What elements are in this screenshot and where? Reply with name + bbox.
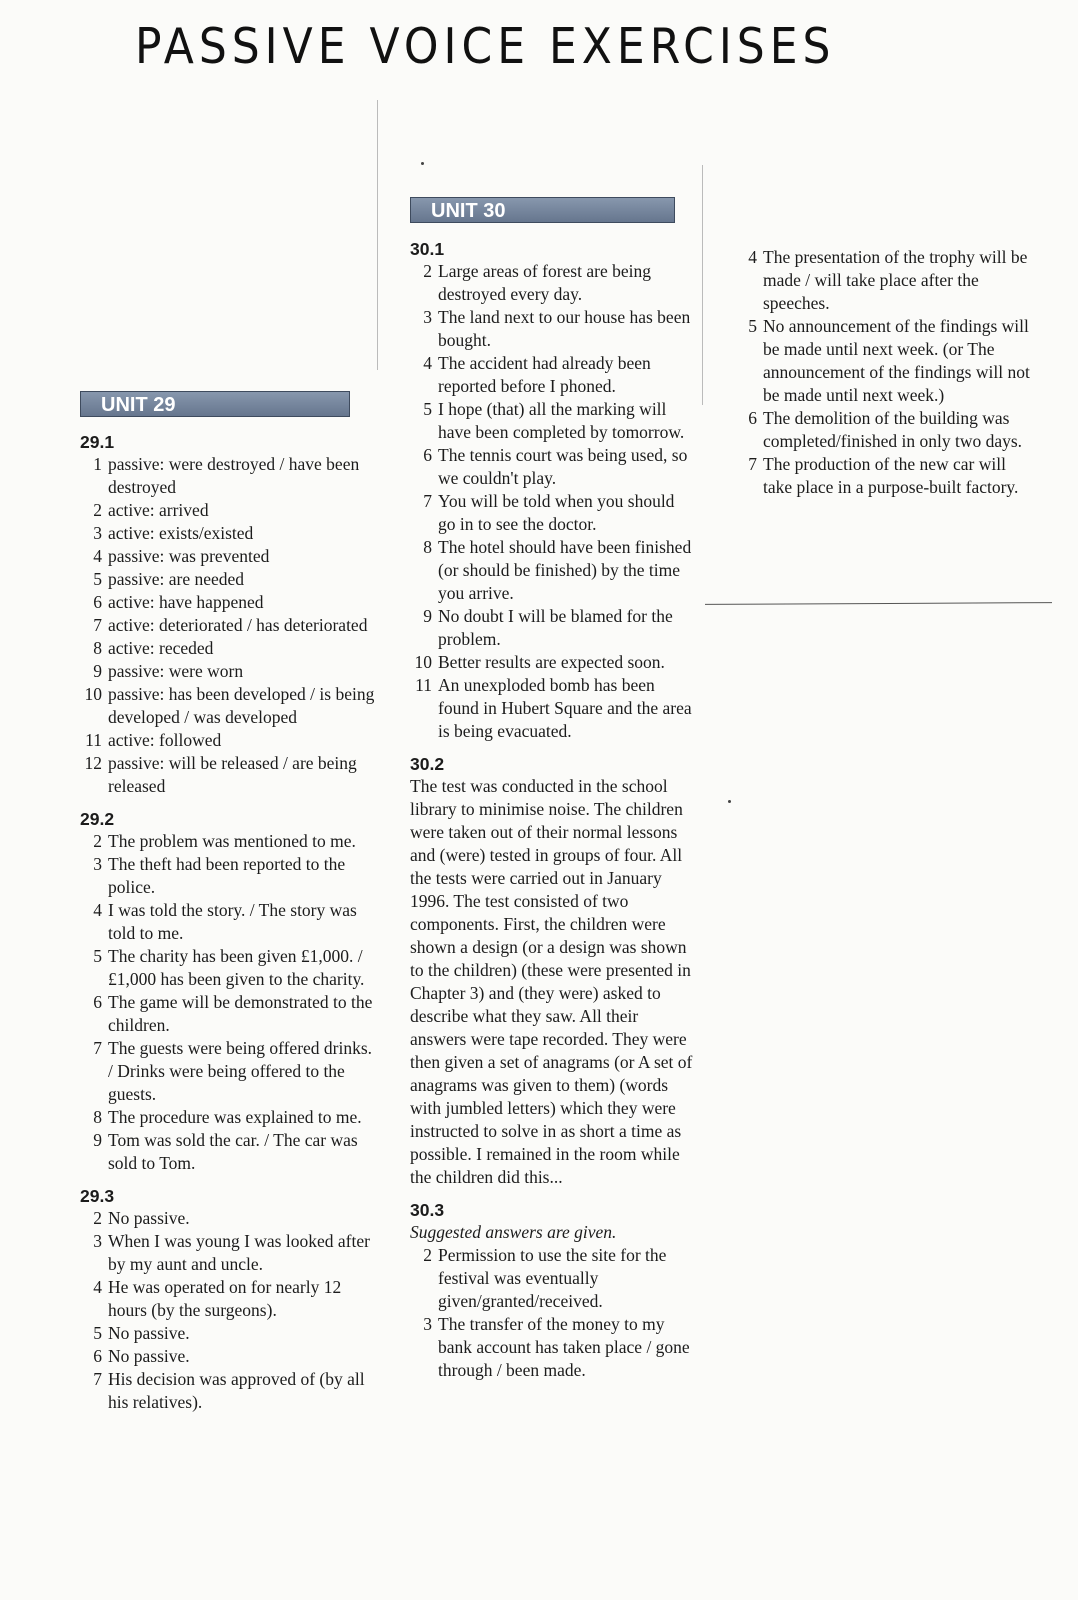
item-text: The production of the new car will take place in a purpose-built factory.	[763, 454, 1019, 497]
item-text: The transfer of the money to my bank account has taken place / gone through / been made.	[438, 1314, 690, 1380]
list-item	[80, 1276, 380, 1322]
section-29-2-list	[80, 830, 380, 1175]
item-text: No passive.	[108, 1346, 190, 1366]
section-29-2-heading: 29.2	[80, 809, 115, 829]
item-number: 3	[423, 1314, 432, 1334]
item-text: Better results are expected soon.	[438, 652, 665, 672]
item-text: The accident had already been reported before I phoned.	[438, 353, 651, 396]
list-item	[410, 1244, 695, 1313]
item-text: Tom was sold the car. / The car was sold to Tom.	[108, 1130, 358, 1173]
item-number: 3	[93, 854, 102, 874]
list-item	[410, 674, 695, 743]
list-item	[80, 545, 380, 568]
item-number: 6	[93, 992, 102, 1012]
list-item	[735, 315, 1035, 407]
list-item	[410, 398, 695, 444]
item-text: active: receded	[108, 638, 214, 658]
item-number: 11	[415, 675, 432, 695]
section-30-3-note: Suggested answers are given.	[410, 1222, 617, 1242]
unit-30-column	[410, 232, 695, 1382]
item-number: 6	[423, 445, 432, 465]
list-item	[80, 945, 380, 991]
item-text: You will be told when you should go in to see the doctor.	[438, 491, 675, 534]
list-item	[735, 246, 1035, 315]
item-number: 3	[93, 523, 102, 543]
section-30-2-paragraph: The test was conducted in the school library to minimise noise. The children were taken out of their normal lessons and (were) tested in groups of four. All the tests were carried out in January 1996. The test consisted of two components. First, the children were shown a design (or a design was shown to the children) (these were presented in Chapter 3) and (they were) asked to describe what they saw. All their answers were tape recorded. They were then given a set of anagrams (or A set of anagrams was given to them) (words with jumbled letters) which they were instructed to solve in as short a time as possible. I remained in the room while the children did this...	[410, 776, 693, 1187]
list-item	[80, 660, 380, 683]
scan-speck	[421, 162, 424, 165]
item-number: 6	[93, 592, 102, 612]
list-item	[80, 830, 380, 853]
item-number: 10	[84, 684, 102, 704]
item-number: 2	[423, 261, 432, 281]
item-number: 2	[423, 1245, 432, 1265]
section-30-1-list	[410, 260, 695, 743]
item-number: 5	[423, 399, 432, 419]
section-30-1-heading: 30.1	[410, 239, 445, 259]
unit-30-continued-column	[735, 246, 1035, 499]
list-item	[80, 752, 380, 798]
item-text: passive: were worn	[108, 661, 244, 681]
list-item	[410, 536, 695, 605]
item-number: 12	[84, 753, 102, 773]
unit-29-column	[80, 425, 380, 1414]
section-30-2-heading: 30.2	[410, 754, 445, 774]
item-number: 4	[93, 546, 102, 566]
list-item	[80, 1037, 380, 1106]
item-text: No announcement of the findings will be made until next week. (or The announcement of the findings will not be made until next week.)	[763, 316, 1030, 405]
item-text: The charity has been given £1,000. / £1,000 has been given to the charity.	[108, 946, 365, 989]
list-item	[80, 1230, 380, 1276]
item-number: 5	[93, 569, 102, 589]
list-item	[80, 614, 380, 637]
list-item	[735, 453, 1035, 499]
section-29-1-list	[80, 453, 380, 798]
list-item	[80, 1207, 380, 1230]
list-item	[80, 522, 380, 545]
list-item	[80, 683, 380, 729]
item-number: 7	[93, 615, 102, 635]
list-item	[410, 306, 695, 352]
item-number: 7	[93, 1038, 102, 1058]
item-number: 7	[748, 454, 757, 474]
item-text: An unexploded bomb has been found in Hubert Square and the area is being evacuated.	[438, 675, 692, 741]
item-number: 3	[93, 1231, 102, 1251]
item-text: He was operated on for nearly 12 hours (by the surgeons).	[108, 1277, 342, 1320]
item-text: The problem was mentioned to me.	[108, 831, 356, 851]
list-item	[80, 729, 380, 752]
item-text: The presentation of the trophy will be made / will take place after the speeches.	[763, 247, 1028, 313]
item-number: 9	[93, 661, 102, 681]
section-30-3-list	[410, 1244, 695, 1382]
unit-30-banner: UNIT 30	[410, 197, 675, 223]
item-number: 5	[93, 946, 102, 966]
item-number: 1	[93, 454, 102, 474]
item-number: 4	[423, 353, 432, 373]
item-number: 7	[93, 1369, 102, 1389]
section-30-3-list-continued	[735, 246, 1035, 499]
item-number: 6	[93, 1346, 102, 1366]
item-text: The land next to our house has been bought.	[438, 307, 691, 350]
item-number: 8	[93, 1107, 102, 1127]
item-text: The game will be demonstrated to the children.	[108, 992, 373, 1035]
item-text: active: have happened	[108, 592, 264, 612]
item-number: 2	[93, 500, 102, 520]
item-text: No passive.	[108, 1323, 190, 1343]
list-item	[735, 407, 1035, 453]
list-item	[80, 1345, 380, 1368]
item-text: The demolition of the building was completed/finished in only two days.	[763, 408, 1023, 451]
item-text: active: exists/existed	[108, 523, 254, 543]
item-text: passive: will be released / are being released	[108, 753, 357, 796]
item-number: 4	[93, 1277, 102, 1297]
item-number: 9	[93, 1130, 102, 1150]
item-number: 10	[414, 652, 432, 672]
item-text: passive: are needed	[108, 569, 245, 589]
list-item	[410, 444, 695, 490]
item-text: passive: was prevented	[108, 546, 270, 566]
item-number: 4	[93, 900, 102, 920]
scan-speck	[728, 800, 731, 803]
item-text: passive: has been developed / is being developed / was developed	[108, 684, 375, 727]
item-number: 5	[93, 1323, 102, 1343]
item-number: 8	[423, 537, 432, 557]
page-title: PASSIVE VOICE EXERCISES	[135, 18, 836, 76]
item-number: 8	[93, 638, 102, 658]
item-number: 7	[423, 491, 432, 511]
item-number: 11	[85, 730, 102, 750]
list-item	[80, 1368, 380, 1414]
list-item	[80, 1129, 380, 1175]
item-text: When I was young I was looked after by my aunt and uncle.	[108, 1231, 370, 1274]
item-text: I hope (that) all the marking will have been completed by tomorrow.	[438, 399, 685, 442]
item-text: The tennis court was being used, so we couldn't play.	[438, 445, 688, 488]
list-item	[410, 605, 695, 651]
item-number: 9	[423, 606, 432, 626]
list-item	[80, 1322, 380, 1345]
list-item	[80, 1106, 380, 1129]
section-29-1-heading: 29.1	[80, 432, 115, 452]
item-text: The guests were being offered drinks. / Drinks were being offered to the guests.	[108, 1038, 373, 1104]
item-number: 2	[93, 1208, 102, 1228]
section-30-3-heading: 30.3	[410, 1200, 445, 1220]
item-text: No doubt I will be blamed for the problem.	[438, 606, 673, 649]
item-text: I was told the story. / The story was told to me.	[108, 900, 357, 943]
column-rule-right	[702, 165, 703, 405]
item-number: 6	[748, 408, 757, 428]
item-text: His decision was approved of (by all his relatives).	[108, 1369, 365, 1412]
item-text: Permission to use the site for the festival was eventually given/granted/received.	[438, 1245, 667, 1311]
section-29-3-heading: 29.3	[80, 1186, 115, 1206]
list-item	[80, 899, 380, 945]
unit-29-banner: UNIT 29	[80, 391, 350, 417]
item-text: passive: were destroyed / have been destroyed	[108, 454, 360, 497]
item-text: No passive.	[108, 1208, 190, 1228]
list-item	[410, 1313, 695, 1382]
list-item	[80, 499, 380, 522]
item-number: 4	[748, 247, 757, 267]
list-item	[410, 651, 695, 674]
list-item	[80, 991, 380, 1037]
list-item	[80, 853, 380, 899]
column-rule-top	[377, 100, 378, 370]
item-text: Large areas of forest are being destroyed every day.	[438, 261, 651, 304]
item-text: active: followed	[108, 730, 222, 750]
list-item	[80, 591, 380, 614]
item-text: active: deteriorated / has deteriorated	[108, 615, 368, 635]
list-item	[410, 260, 695, 306]
item-number: 5	[748, 316, 757, 336]
item-text: active: arrived	[108, 500, 209, 520]
list-item	[410, 490, 695, 536]
item-text: The hotel should have been finished (or should be finished) by the time you arrive.	[438, 537, 692, 603]
section-29-3-list	[80, 1207, 380, 1414]
item-number: 3	[423, 307, 432, 327]
section-end-rule	[705, 602, 1052, 605]
list-item	[80, 568, 380, 591]
list-item	[80, 637, 380, 660]
list-item	[410, 352, 695, 398]
item-text: The theft had been reported to the police.	[108, 854, 346, 897]
item-number: 2	[93, 831, 102, 851]
list-item	[80, 453, 380, 499]
item-text: The procedure was explained to me.	[108, 1107, 362, 1127]
